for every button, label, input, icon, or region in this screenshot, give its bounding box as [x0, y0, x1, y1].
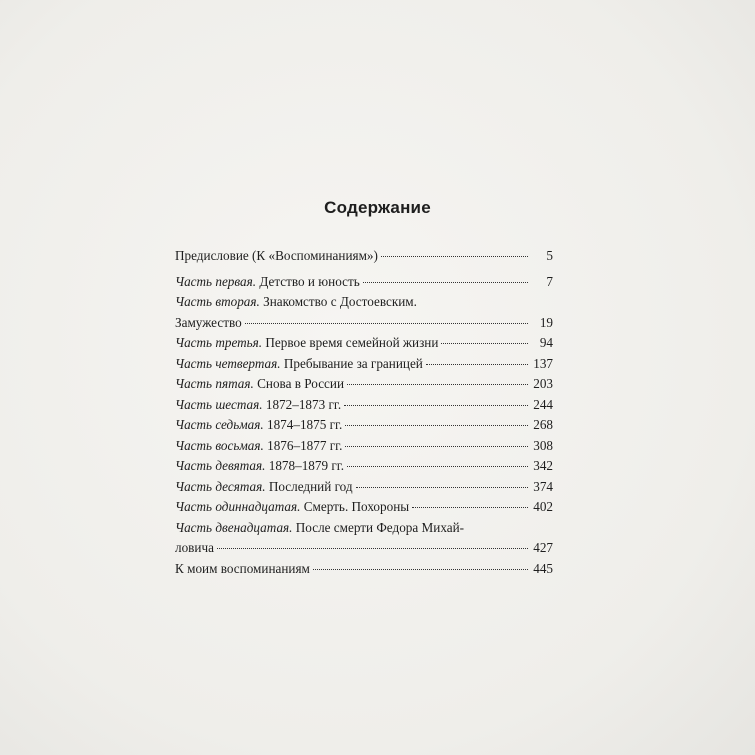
toc-entry-text [175, 415, 342, 436]
toc-part-title: 1872–1873 гг. [262, 396, 342, 412]
toc-part-label: Часть шестая. [175, 396, 263, 412]
toc-entry-text: Предисловие (К «Воспоминаниям») [175, 248, 378, 263]
toc-part-label: Часть пятая. [175, 376, 254, 391]
toc-page-number: 427 [533, 540, 553, 555]
toc-page-number: 203 [533, 376, 553, 391]
toc-entry-text [175, 518, 464, 539]
dot-leader [345, 425, 528, 426]
toc-entry-text [175, 272, 360, 293]
toc-entry-text [175, 333, 438, 354]
toc-page-number: 5 [546, 248, 553, 263]
toc-part-title: 1878–1879 гг. [265, 458, 345, 473]
toc-entry-text [175, 395, 341, 416]
dot-leader [313, 569, 528, 570]
dot-leader [441, 343, 528, 344]
toc-page-number: 94 [539, 335, 553, 350]
toc-part-label: Часть одиннадцатая. [175, 499, 301, 514]
toc-part-title: Детство и юность [256, 273, 360, 289]
toc-entry-part-2-line-2 [175, 313, 553, 334]
toc-entry-afterword [175, 559, 553, 580]
toc-part-label: Часть десятая. [175, 478, 266, 494]
toc-page-number: 244 [533, 396, 553, 412]
toc-part-title: Первое время семейной жизни [262, 335, 439, 350]
toc-page-number: 342 [533, 458, 553, 473]
toc-page-number: 445 [533, 560, 553, 576]
toc-part-title: 1874–1875 гг. [263, 417, 343, 432]
dot-leader [344, 405, 528, 406]
toc-part-title: Смерть. Похороны [300, 499, 410, 514]
toc-entry-text [175, 292, 417, 313]
dot-leader [217, 548, 528, 549]
table-of-contents [175, 246, 553, 579]
toc-entry-part-11 [175, 497, 553, 518]
toc-part-label: Часть двенадцатая. [175, 519, 293, 535]
toc-page-number: 7 [546, 273, 553, 289]
toc-entry-part-6 [175, 395, 553, 416]
toc-page-number: 19 [539, 314, 553, 330]
toc-entry-part-7 [175, 415, 553, 436]
toc-part-title: 1876–1877 гг. [263, 437, 343, 453]
toc-entry-text [175, 374, 344, 395]
toc-part-label: Часть вторая. [175, 294, 260, 309]
toc-entry-part-4 [175, 354, 553, 375]
toc-page-number: 374 [533, 478, 553, 494]
toc-entry-continuation: Замужество [175, 314, 242, 330]
toc-part-label: Часть четвертая. [175, 355, 281, 371]
toc-page-number: 268 [533, 417, 553, 432]
toc-entry-part-9 [175, 456, 553, 477]
toc-part-label: Часть седьмая. [175, 417, 264, 432]
toc-entry-text [175, 456, 344, 477]
dot-leader [412, 507, 528, 508]
toc-entry-text [175, 497, 409, 518]
toc-part-title: Последний год [265, 478, 353, 494]
toc-entry-part-12-line-1 [175, 518, 553, 539]
toc-page-number: 402 [533, 499, 553, 514]
dot-leader [381, 256, 528, 257]
toc-entry-part-2-line-1 [175, 292, 553, 313]
toc-part-label: Часть первая. [175, 273, 257, 289]
toc-part-title: Знакомство с Достоевским. [259, 294, 417, 309]
toc-part-label: Часть третья. [175, 335, 263, 350]
toc-entry-text [175, 477, 353, 498]
toc-page-number: 137 [533, 355, 553, 371]
toc-entry-part-3 [175, 333, 553, 354]
toc-entry-part-12-line-2 [175, 538, 553, 559]
toc-entry-continuation: ловича [175, 540, 214, 555]
dot-leader [347, 466, 528, 467]
toc-part-label: Часть восьмая. [175, 437, 264, 453]
toc-entry-text [175, 354, 423, 375]
toc-entry-part-1 [175, 272, 553, 293]
page-title: Содержание [324, 198, 431, 217]
dot-leader [245, 323, 528, 324]
toc-entry-text [175, 436, 342, 457]
toc-entry-part-5 [175, 374, 553, 395]
toc-page-number: 308 [533, 437, 553, 453]
toc-entry-part-10 [175, 477, 553, 498]
toc-part-title: Снова в России [253, 376, 345, 391]
dot-leader [347, 384, 528, 385]
dot-leader [345, 446, 528, 447]
toc-part-title: После смерти Федора Михай- [292, 519, 465, 535]
toc-part-title: Пребывание за границей [280, 355, 423, 371]
toc-part-label: Часть девятая. [175, 458, 266, 473]
dot-leader [426, 364, 528, 365]
dot-leader [356, 487, 528, 488]
toc-entry-preface [175, 246, 553, 267]
dot-leader [363, 282, 528, 283]
toc-entry-text: К моим воспоминаниям [175, 560, 310, 576]
toc-entry-part-8 [175, 436, 553, 457]
